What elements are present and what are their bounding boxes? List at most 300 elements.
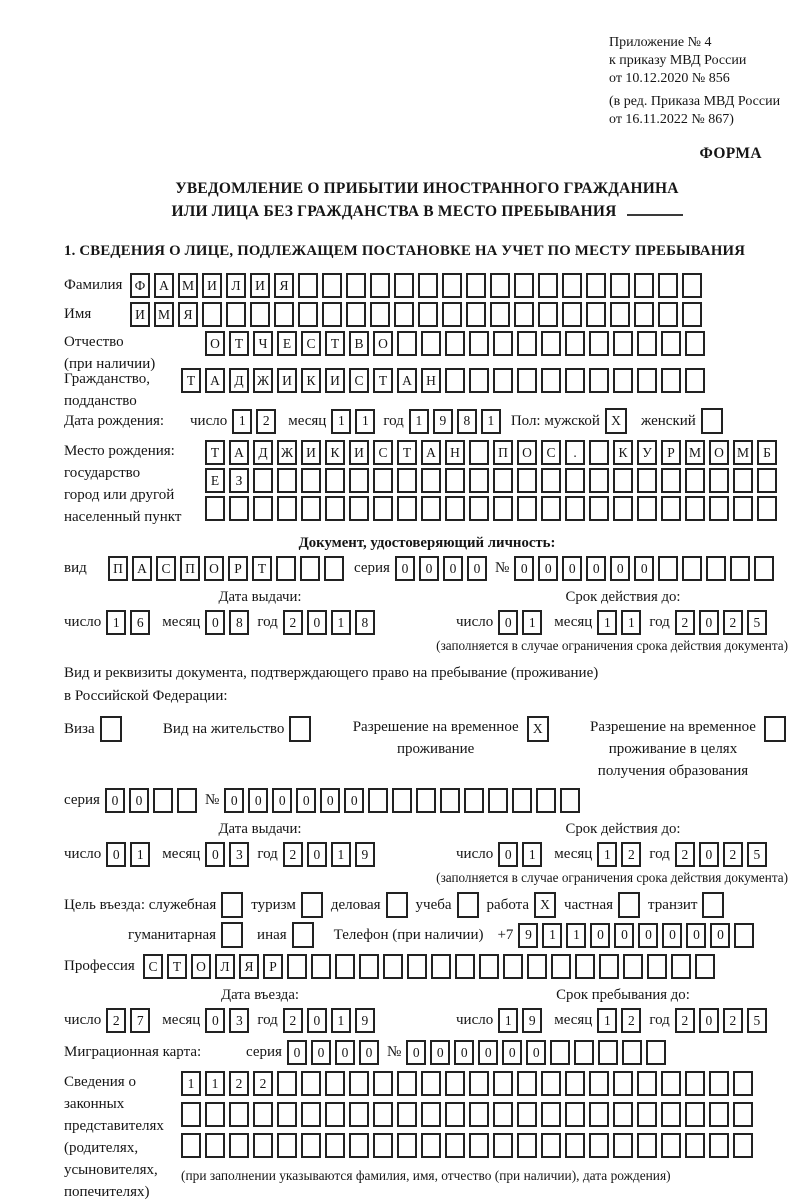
name-cell[interactable] xyxy=(322,302,342,327)
stay-day-cell[interactable]: 9 xyxy=(522,1008,542,1033)
phone-cell[interactable]: 0 xyxy=(662,923,682,948)
citizenship-cell[interactable]: И xyxy=(277,368,297,393)
birth-place-row3-cell[interactable] xyxy=(709,496,729,521)
legal-rep-row3-cell[interactable] xyxy=(253,1133,273,1158)
entry-month-cell[interactable]: 3 xyxy=(229,1008,249,1033)
id-valid-year-cell[interactable]: 2 xyxy=(675,610,695,635)
birth-place-row2-cell[interactable] xyxy=(301,468,321,493)
doc-series-cell[interactable]: 0 xyxy=(419,556,439,581)
id-issue-day-cell[interactable]: 6 xyxy=(130,610,150,635)
legal-rep-row3-cell[interactable] xyxy=(493,1133,513,1158)
legal-rep-row1-cell[interactable] xyxy=(373,1071,393,1096)
profession-cell[interactable] xyxy=(623,954,643,979)
legal-rep-row3-cell[interactable] xyxy=(229,1133,249,1158)
profession-cell[interactable] xyxy=(287,954,307,979)
doc-type-cell[interactable]: П xyxy=(180,556,200,581)
birth-place-row3-cell[interactable] xyxy=(493,496,513,521)
patronymic-cell[interactable] xyxy=(637,331,657,356)
legal-rep-row1-cell[interactable] xyxy=(709,1071,729,1096)
legal-rep-row2-cell[interactable] xyxy=(565,1102,585,1127)
legal-rep-row2-cells[interactable] xyxy=(181,1102,753,1127)
birth-place-row3-cell[interactable] xyxy=(637,496,657,521)
patronymic-cell[interactable]: О xyxy=(373,331,393,356)
profession-cell[interactable] xyxy=(359,954,379,979)
birth-place-row2-cell[interactable] xyxy=(709,468,729,493)
name-cell[interactable] xyxy=(538,302,558,327)
mig-series-cell[interactable]: 0 xyxy=(287,1040,307,1065)
surname-cell[interactable] xyxy=(466,273,486,298)
doc-number-cell[interactable] xyxy=(730,556,750,581)
name-cell[interactable] xyxy=(298,302,318,327)
profession-cell[interactable]: О xyxy=(191,954,211,979)
legal-rep-row2-cell[interactable] xyxy=(373,1102,393,1127)
birth-place-row2-cell[interactable] xyxy=(349,468,369,493)
legal-rep-row1-cell[interactable] xyxy=(397,1071,417,1096)
res-number-cell[interactable]: 0 xyxy=(224,788,244,813)
id-issue-year-cell[interactable]: 8 xyxy=(355,610,375,635)
legal-rep-row3-cell[interactable] xyxy=(277,1133,297,1158)
legal-rep-row2-cell[interactable] xyxy=(493,1102,513,1127)
id-valid-day-cell[interactable]: 1 xyxy=(522,610,542,635)
legal-rep-row3-cell[interactable] xyxy=(565,1133,585,1158)
birth-day-cell[interactable]: 1 xyxy=(232,409,252,434)
citizenship-cell[interactable] xyxy=(613,368,633,393)
legal-rep-row3-cell[interactable] xyxy=(613,1133,633,1158)
entry-year-cell[interactable]: 2 xyxy=(283,1008,303,1033)
birth-place-row1-cell[interactable]: Т xyxy=(397,440,417,465)
birth-place-row3-cell[interactable] xyxy=(301,496,321,521)
surname-cell[interactable] xyxy=(610,273,630,298)
birth-place-row1-cell[interactable]: О xyxy=(517,440,537,465)
mig-series-cell[interactable]: 0 xyxy=(311,1040,331,1065)
profession-cell[interactable] xyxy=(575,954,595,979)
birth-place-row2-cell[interactable]: Е xyxy=(205,468,225,493)
birth-place-row1-cell[interactable]: Н xyxy=(445,440,465,465)
visa-cell[interactable] xyxy=(100,716,122,742)
res-series-cell[interactable] xyxy=(153,788,173,813)
id-issue-year-cell[interactable]: 2 xyxy=(283,610,303,635)
mig-number-cell[interactable]: 0 xyxy=(454,1040,474,1065)
profession-cell[interactable] xyxy=(479,954,499,979)
legal-rep-row1-cell[interactable] xyxy=(613,1071,633,1096)
citizenship-cell[interactable] xyxy=(469,368,489,393)
surname-cell[interactable]: М xyxy=(178,273,198,298)
residence-permit-cell[interactable] xyxy=(289,716,311,742)
res-number-cell[interactable] xyxy=(464,788,484,813)
mig-number-cell[interactable]: 0 xyxy=(430,1040,450,1065)
legal-rep-row2-cell[interactable] xyxy=(229,1102,249,1127)
legal-rep-row3-cells[interactable] xyxy=(181,1133,753,1158)
citizenship-cell[interactable]: А xyxy=(205,368,225,393)
birth-place-row2-cell[interactable] xyxy=(253,468,273,493)
legal-rep-row1-cell[interactable]: 2 xyxy=(253,1071,273,1096)
birth-place-row1-cell[interactable]: С xyxy=(541,440,561,465)
res-number-cell[interactable] xyxy=(488,788,508,813)
legal-rep-row3-cell[interactable] xyxy=(421,1133,441,1158)
birth-place-row2-cell[interactable] xyxy=(421,468,441,493)
legal-rep-row1-cell[interactable] xyxy=(469,1071,489,1096)
phone-cell[interactable]: 0 xyxy=(614,923,634,948)
res-number-cell[interactable] xyxy=(368,788,388,813)
id-issue-day-cell[interactable]: 1 xyxy=(106,610,126,635)
profession-cell[interactable] xyxy=(551,954,571,979)
citizenship-cell[interactable]: К xyxy=(301,368,321,393)
birth-place-row3-cell[interactable] xyxy=(349,496,369,521)
citizenship-cell[interactable] xyxy=(517,368,537,393)
surname-cell[interactable] xyxy=(442,273,462,298)
doc-number-cell[interactable]: 0 xyxy=(538,556,558,581)
surname-cell[interactable] xyxy=(322,273,342,298)
patronymic-cell[interactable]: С xyxy=(301,331,321,356)
citizenship-cell[interactable]: Н xyxy=(421,368,441,393)
name-cell[interactable] xyxy=(634,302,654,327)
phone-cell[interactable]: 0 xyxy=(638,923,658,948)
patronymic-cell[interactable] xyxy=(541,331,561,356)
legal-rep-row2-cell[interactable] xyxy=(469,1102,489,1127)
mig-number-cell[interactable] xyxy=(622,1040,642,1065)
phone-cells[interactable] xyxy=(518,923,754,948)
res-valid-month-cell[interactable]: 1 xyxy=(597,842,617,867)
name-cell[interactable] xyxy=(250,302,270,327)
doc-number-cell[interactable] xyxy=(658,556,678,581)
purpose-humanitarian-cell[interactable] xyxy=(221,922,243,948)
name-cells[interactable] xyxy=(130,302,702,327)
purpose-business-checkbox[interactable] xyxy=(386,892,408,918)
birth-place-row2-cell[interactable] xyxy=(445,468,465,493)
purpose-tourism-cell[interactable] xyxy=(301,892,323,918)
patronymic-cell[interactable] xyxy=(493,331,513,356)
legal-rep-row2-cell[interactable] xyxy=(205,1102,225,1127)
res-valid-day-cell[interactable]: 1 xyxy=(522,842,542,867)
phone-cell[interactable]: 1 xyxy=(542,923,562,948)
legal-rep-row1-cell[interactable] xyxy=(541,1071,561,1096)
doc-number-cell[interactable]: 0 xyxy=(634,556,654,581)
birth-place-row3-cell[interactable] xyxy=(661,496,681,521)
birth-place-row1-cell[interactable]: Ж xyxy=(277,440,297,465)
legal-rep-row2-cell[interactable] xyxy=(685,1102,705,1127)
residence-permit-checkbox[interactable] xyxy=(289,716,311,742)
purpose-study-checkbox[interactable] xyxy=(457,892,479,918)
visa-checkbox[interactable] xyxy=(100,716,122,742)
name-cell[interactable] xyxy=(490,302,510,327)
legal-rep-row1-cells[interactable] xyxy=(181,1071,753,1096)
birth-place-row3-cell[interactable] xyxy=(517,496,537,521)
id-issue-month-cell[interactable]: 0 xyxy=(205,610,225,635)
name-cell[interactable] xyxy=(610,302,630,327)
birth-place-row1-cell[interactable]: М xyxy=(733,440,753,465)
legal-rep-row3-cell[interactable] xyxy=(397,1133,417,1158)
patronymic-cell[interactable] xyxy=(589,331,609,356)
birth-place-row2-cell[interactable] xyxy=(397,468,417,493)
birth-day-cell[interactable]: 2 xyxy=(256,409,276,434)
surname-cell[interactable] xyxy=(586,273,606,298)
name-cell[interactable]: М xyxy=(154,302,174,327)
birth-place-row1-cell[interactable]: Т xyxy=(205,440,225,465)
birth-place-row1-cell[interactable]: Д xyxy=(253,440,273,465)
sex-male-checkbox[interactable] xyxy=(605,408,627,434)
legal-rep-row2-cell[interactable] xyxy=(661,1102,681,1127)
profession-cell[interactable] xyxy=(647,954,667,979)
surname-cells[interactable] xyxy=(130,273,702,298)
legal-rep-row1-cell[interactable] xyxy=(589,1071,609,1096)
birth-place-row1-cell[interactable]: М xyxy=(685,440,705,465)
birth-year-cell[interactable]: 8 xyxy=(457,409,477,434)
birth-place-row3-cell[interactable] xyxy=(733,496,753,521)
name-cell[interactable] xyxy=(394,302,414,327)
birth-place-row3-cells[interactable] xyxy=(205,496,777,521)
id-issue-year-cell[interactable]: 0 xyxy=(307,610,327,635)
birth-place-row3-cell[interactable] xyxy=(421,496,441,521)
mig-number-cell[interactable] xyxy=(598,1040,618,1065)
citizenship-cell[interactable] xyxy=(541,368,561,393)
birth-place-row3-cell[interactable] xyxy=(589,496,609,521)
mig-series-cells[interactable] xyxy=(287,1040,379,1065)
legal-rep-row3-cell[interactable] xyxy=(685,1133,705,1158)
phone-cell[interactable]: 0 xyxy=(710,923,730,948)
res-number-cell[interactable]: 0 xyxy=(296,788,316,813)
birth-place-row2-cell[interactable] xyxy=(325,468,345,493)
legal-rep-row1-cell[interactable] xyxy=(277,1071,297,1096)
res-number-cell[interactable]: 0 xyxy=(248,788,268,813)
mig-series-cell[interactable]: 0 xyxy=(335,1040,355,1065)
legal-rep-row2-cell[interactable] xyxy=(253,1102,273,1127)
doc-type-cell[interactable] xyxy=(276,556,296,581)
birth-place-row2-cell[interactable] xyxy=(277,468,297,493)
birth-place-row3-cell[interactable] xyxy=(277,496,297,521)
surname-cell[interactable]: Л xyxy=(226,273,246,298)
doc-type-cell[interactable]: Т xyxy=(252,556,272,581)
patronymic-cell[interactable] xyxy=(469,331,489,356)
surname-cell[interactable] xyxy=(634,273,654,298)
entry-day-cell[interactable]: 2 xyxy=(106,1008,126,1033)
surname-cell[interactable]: И xyxy=(202,273,222,298)
stay-month-cell[interactable]: 1 xyxy=(597,1008,617,1033)
birth-place-row1-cell[interactable]: И xyxy=(349,440,369,465)
birth-place-row2-cells[interactable] xyxy=(205,468,777,493)
temp-residence-edu-cell[interactable] xyxy=(764,716,786,742)
legal-rep-row2-cell[interactable] xyxy=(709,1102,729,1127)
doc-number-cell[interactable]: 0 xyxy=(562,556,582,581)
doc-number-cell[interactable]: 0 xyxy=(514,556,534,581)
res-number-cell[interactable] xyxy=(416,788,436,813)
patronymic-cell[interactable] xyxy=(517,331,537,356)
profession-cells[interactable] xyxy=(143,954,715,979)
legal-rep-row3-cell[interactable] xyxy=(373,1133,393,1158)
purpose-private-cell[interactable] xyxy=(618,892,640,918)
purpose-official-checkbox[interactable] xyxy=(221,892,243,918)
res-valid-day-cell[interactable]: 0 xyxy=(498,842,518,867)
name-cell[interactable] xyxy=(682,302,702,327)
name-cell[interactable]: Я xyxy=(178,302,198,327)
birth-place-row2-cell[interactable] xyxy=(469,468,489,493)
mig-number-cell[interactable]: 0 xyxy=(478,1040,498,1065)
profession-cell[interactable]: Т xyxy=(167,954,187,979)
mig-number-cell[interactable]: 0 xyxy=(406,1040,426,1065)
birth-place-row1-cell[interactable] xyxy=(589,440,609,465)
profession-cell[interactable] xyxy=(335,954,355,979)
id-issue-year-cell[interactable]: 1 xyxy=(331,610,351,635)
legal-rep-row2-cell[interactable] xyxy=(541,1102,561,1127)
res-valid-month-cells[interactable] xyxy=(597,842,641,867)
name-cell[interactable] xyxy=(346,302,366,327)
birth-place-row3-cell[interactable] xyxy=(445,496,465,521)
sex-female-checkbox[interactable] xyxy=(701,408,723,434)
surname-cell[interactable] xyxy=(658,273,678,298)
entry-day-cells[interactable] xyxy=(106,1008,150,1033)
patronymic-cell[interactable]: О xyxy=(205,331,225,356)
res-number-cell[interactable]: 0 xyxy=(344,788,364,813)
purpose-official-cell[interactable] xyxy=(221,892,243,918)
res-number-cell[interactable] xyxy=(560,788,580,813)
temp-residence-checkbox[interactable] xyxy=(527,716,549,742)
patronymic-cell[interactable] xyxy=(565,331,585,356)
birth-day-cells[interactable] xyxy=(232,409,276,434)
legal-rep-row3-cell[interactable] xyxy=(469,1133,489,1158)
birth-place-row2-cell[interactable] xyxy=(637,468,657,493)
patronymic-cell[interactable]: В xyxy=(349,331,369,356)
birth-place-row2-cell[interactable]: З xyxy=(229,468,249,493)
birth-place-row2-cell[interactable] xyxy=(613,468,633,493)
doc-series-cell[interactable]: 0 xyxy=(467,556,487,581)
citizenship-cell[interactable] xyxy=(445,368,465,393)
birth-place-row2-cell[interactable] xyxy=(589,468,609,493)
patronymic-cell[interactable]: Ч xyxy=(253,331,273,356)
id-issue-month-cell[interactable]: 8 xyxy=(229,610,249,635)
patronymic-cell[interactable]: Т xyxy=(229,331,249,356)
birth-year-cell[interactable]: 1 xyxy=(409,409,429,434)
doc-number-cells[interactable] xyxy=(514,556,774,581)
legal-rep-row2-cell[interactable] xyxy=(397,1102,417,1127)
birth-place-row1-cell[interactable]: О xyxy=(709,440,729,465)
entry-year-cell[interactable]: 1 xyxy=(331,1008,351,1033)
res-series-cell[interactable]: 0 xyxy=(129,788,149,813)
birth-place-row3-cell[interactable] xyxy=(397,496,417,521)
legal-rep-row1-cell[interactable]: 1 xyxy=(181,1071,201,1096)
birth-place-row1-cell[interactable]: . xyxy=(565,440,585,465)
res-number-cell[interactable]: 0 xyxy=(320,788,340,813)
entry-month-cell[interactable]: 0 xyxy=(205,1008,225,1033)
birth-place-row2-cell[interactable] xyxy=(541,468,561,493)
mig-number-cells[interactable] xyxy=(406,1040,666,1065)
res-valid-year-cell[interactable]: 2 xyxy=(723,842,743,867)
phone-cell[interactable]: 9 xyxy=(518,923,538,948)
birth-place-row2-cell[interactable] xyxy=(373,468,393,493)
mig-number-cell[interactable] xyxy=(550,1040,570,1065)
patronymic-cell[interactable] xyxy=(397,331,417,356)
birth-place-row3-cell[interactable] xyxy=(253,496,273,521)
birth-month-cells[interactable] xyxy=(331,409,375,434)
name-cell[interactable] xyxy=(442,302,462,327)
patronymic-cell[interactable] xyxy=(661,331,681,356)
citizenship-cell[interactable] xyxy=(565,368,585,393)
name-cell[interactable] xyxy=(466,302,486,327)
sex-female-cell[interactable] xyxy=(701,408,723,434)
purpose-other-cell[interactable] xyxy=(292,922,314,948)
stay-year-cell[interactable]: 2 xyxy=(675,1008,695,1033)
id-issue-day-cells[interactable] xyxy=(106,610,150,635)
mig-number-cell[interactable] xyxy=(646,1040,666,1065)
surname-cell[interactable]: Я xyxy=(274,273,294,298)
res-issue-year-cell[interactable]: 0 xyxy=(307,842,327,867)
patronymic-cell[interactable] xyxy=(421,331,441,356)
doc-number-cell[interactable] xyxy=(706,556,726,581)
res-valid-year-cell[interactable]: 5 xyxy=(747,842,767,867)
birth-place-row2-cell[interactable] xyxy=(517,468,537,493)
id-valid-day-cell[interactable]: 0 xyxy=(498,610,518,635)
phone-cell[interactable]: 1 xyxy=(566,923,586,948)
surname-cell[interactable] xyxy=(418,273,438,298)
legal-rep-row2-cell[interactable] xyxy=(589,1102,609,1127)
birth-place-row3-cell[interactable] xyxy=(565,496,585,521)
res-issue-day-cell[interactable]: 1 xyxy=(130,842,150,867)
res-issue-month-cell[interactable]: 3 xyxy=(229,842,249,867)
legal-rep-row2-cell[interactable] xyxy=(349,1102,369,1127)
patronymic-cell[interactable] xyxy=(445,331,465,356)
purpose-tourism-checkbox[interactable] xyxy=(301,892,323,918)
birth-place-row3-cell[interactable] xyxy=(205,496,225,521)
profession-cell[interactable] xyxy=(383,954,403,979)
entry-year-cells[interactable] xyxy=(283,1008,375,1033)
phone-cell[interactable] xyxy=(734,923,754,948)
mig-number-cell[interactable]: 0 xyxy=(502,1040,522,1065)
citizenship-cell[interactable]: И xyxy=(325,368,345,393)
mig-number-cell[interactable]: 0 xyxy=(526,1040,546,1065)
profession-cell[interactable] xyxy=(455,954,475,979)
stay-year-cell[interactable]: 5 xyxy=(747,1008,767,1033)
id-valid-month-cells[interactable] xyxy=(597,610,641,635)
doc-type-cell[interactable]: П xyxy=(108,556,128,581)
legal-rep-row1-cell[interactable] xyxy=(349,1071,369,1096)
doc-type-cell[interactable]: С xyxy=(156,556,176,581)
surname-cell[interactable]: И xyxy=(250,273,270,298)
id-issue-year-cells[interactable] xyxy=(283,610,375,635)
birth-place-row1-cell[interactable]: А xyxy=(421,440,441,465)
birth-place-row1-cell[interactable]: А xyxy=(229,440,249,465)
legal-rep-row3-cell[interactable] xyxy=(301,1133,321,1158)
legal-rep-row1-cell[interactable]: 1 xyxy=(205,1071,225,1096)
res-number-cell[interactable] xyxy=(392,788,412,813)
purpose-transit-checkbox[interactable] xyxy=(702,892,724,918)
stay-year-cells[interactable] xyxy=(675,1008,767,1033)
birth-place-row2-cell[interactable] xyxy=(733,468,753,493)
id-valid-year-cell[interactable]: 0 xyxy=(699,610,719,635)
citizenship-cell[interactable] xyxy=(589,368,609,393)
legal-rep-row2-cell[interactable] xyxy=(301,1102,321,1127)
id-valid-month-cell[interactable]: 1 xyxy=(597,610,617,635)
birth-place-row3-cell[interactable] xyxy=(229,496,249,521)
entry-year-cell[interactable]: 9 xyxy=(355,1008,375,1033)
birth-year-cell[interactable]: 9 xyxy=(433,409,453,434)
surname-cell[interactable] xyxy=(562,273,582,298)
birth-place-row1-cell[interactable]: С xyxy=(373,440,393,465)
surname-cell[interactable] xyxy=(298,273,318,298)
birth-place-row1-cell[interactable]: У xyxy=(637,440,657,465)
profession-cell[interactable]: Р xyxy=(263,954,283,979)
stay-year-cell[interactable]: 2 xyxy=(723,1008,743,1033)
res-issue-year-cells[interactable] xyxy=(283,842,375,867)
legal-rep-row1-cell[interactable] xyxy=(493,1071,513,1096)
legal-rep-row3-cell[interactable] xyxy=(661,1133,681,1158)
birth-place-row1-cell[interactable] xyxy=(469,440,489,465)
legal-rep-row1-cell[interactable] xyxy=(685,1071,705,1096)
birth-place-row1-cell[interactable]: П xyxy=(493,440,513,465)
profession-cell[interactable] xyxy=(503,954,523,979)
citizenship-cell[interactable]: Т xyxy=(181,368,201,393)
profession-cell[interactable]: Я xyxy=(239,954,259,979)
legal-rep-row3-cell[interactable] xyxy=(349,1133,369,1158)
res-issue-month-cells[interactable] xyxy=(205,842,249,867)
res-number-cell[interactable] xyxy=(440,788,460,813)
